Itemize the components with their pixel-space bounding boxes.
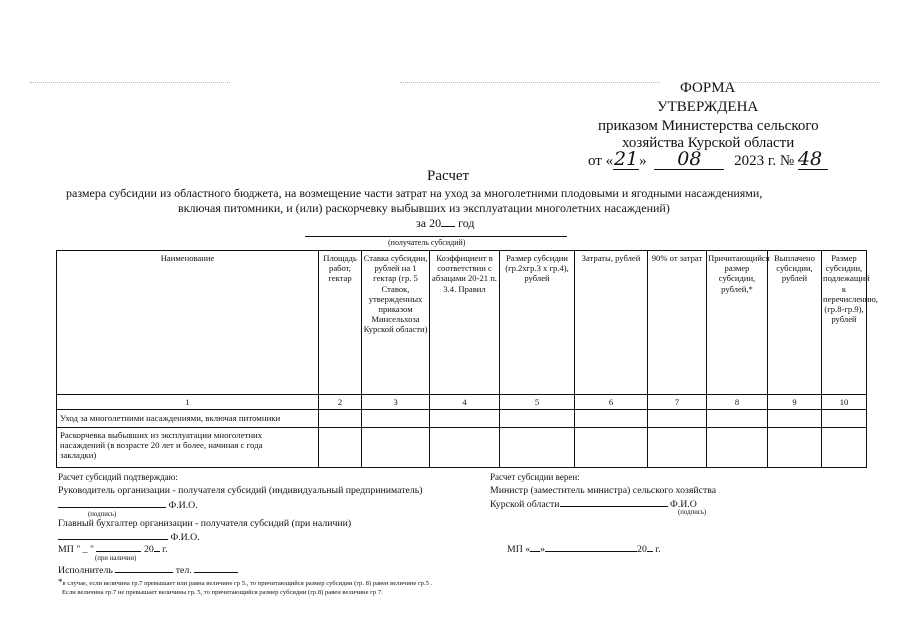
column-number: 1	[57, 395, 319, 410]
col-header-subsidy-size: Размер субсидии (гр.2хгр.3 х гр.4), рублей	[500, 251, 575, 395]
table-cell	[430, 410, 500, 428]
head-org-label: Руководитель организации - получателя субсидий (индивидуальный предприниматель)	[58, 485, 423, 496]
col-header-name: Наименование	[57, 251, 319, 395]
accountant-fio: Ф.И.О.	[170, 532, 200, 543]
date-day-close: »	[639, 153, 647, 169]
column-number: 5	[500, 395, 575, 410]
column-number: 9	[768, 395, 822, 410]
title-line-1: размера субсидии из областного бюджета, на возмещение части затрат на уход за многолетними плодовыми и ягодными насаждениями,	[66, 186, 763, 200]
form-label: ФОРМА	[680, 80, 736, 96]
title-line-2: включая питомники, и (или) раскорчевку выбывших из эксплуатации многолетних насаждений)	[178, 201, 670, 215]
column-number: 8	[707, 395, 768, 410]
table-cell	[362, 410, 430, 428]
table-cell	[648, 410, 707, 428]
table-row	[57, 428, 867, 468]
subsidy-table	[56, 250, 878, 468]
day-blank	[530, 542, 540, 552]
confirmed-label: Расчет субсидий подтверждаю:	[58, 472, 178, 482]
scan-artifact-line	[400, 82, 660, 85]
col-header-rate: Ставка субсидии, рублей на 1 гектар (гр. 5 Ставок, утвержденных приказом Минсельхоза Курской области)	[362, 251, 430, 395]
table-cell	[707, 410, 768, 428]
executor-blank	[115, 563, 173, 573]
table-cell	[575, 410, 648, 428]
chief-accountant-label: Главный бухгалтер организации - получателя субсидий (при наличии)	[58, 518, 352, 529]
table-cell	[648, 428, 707, 468]
month-blank	[96, 542, 141, 552]
mp-left-line	[58, 542, 168, 555]
col-header-due-subsidy: Причитающийся размер субсидии, рублей,*	[707, 251, 768, 395]
col-header-to-transfer: Размер субсидии, подлежащий к перечислению, (гр.8-гр.9), рублей	[822, 251, 867, 395]
phone-blank	[194, 563, 238, 573]
executor-line	[58, 563, 238, 576]
head-signature-line	[58, 498, 198, 511]
row-label-uprooting: Раскорчевка выбывших из эксплуатации многолетних насаждений (в возрасте 20 лет и более, начиная с года закладки)	[57, 428, 319, 468]
mp-right-year: 20	[637, 544, 647, 555]
col-header-coefficient: Коэффициент в соответствии с абзацами 20-21 п. 3.4. Правил	[430, 251, 500, 395]
title-year-line	[416, 216, 474, 231]
recipient-underline	[305, 236, 567, 237]
header-row	[57, 251, 867, 395]
table-cell	[707, 428, 768, 468]
signature-caption: (подпись)	[88, 511, 117, 518]
footnote-1-text: в случае, если величина гр.7 превышает или равна величине гр 5., то причитающийся размер субсидии (гр. 8) равен величине гр.5 .	[62, 580, 433, 587]
mp-left-suffix: г.	[159, 544, 168, 555]
column-number: 6	[575, 395, 648, 410]
table-cell	[430, 428, 500, 468]
region-label: Курской области	[490, 499, 560, 510]
mp-left-prefix: МП " _ "	[58, 544, 95, 555]
table-row	[57, 410, 867, 428]
scan-artifact-line	[30, 82, 230, 85]
column-number: 10	[822, 395, 867, 410]
signature-blank	[58, 498, 166, 508]
mp-right-prefix: МП «	[507, 544, 531, 555]
table-cell	[500, 428, 575, 468]
order-line-2: хозяйства Курской области	[622, 135, 795, 151]
row-label-care: Уход за многолетними насаждениями, включая питомники	[57, 410, 319, 428]
head-fio: Ф.И.О.	[168, 500, 198, 511]
executor-label: Исполнитель	[58, 565, 113, 576]
column-number: 7	[648, 395, 707, 410]
table-cell	[575, 428, 648, 468]
col-header-90-percent: 90% от затрат	[648, 251, 707, 395]
order-line-1: приказом Министерства сельского	[598, 118, 819, 134]
table-cell	[319, 428, 362, 468]
date-prefix: от «	[588, 153, 614, 169]
signature-caption-right: (подпись)	[678, 509, 707, 516]
order-date-line	[588, 150, 828, 171]
table-cell	[362, 428, 430, 468]
handwritten-day: 21	[614, 148, 639, 170]
year-prefix: за 20	[416, 216, 442, 230]
table-cell	[822, 428, 867, 468]
year-number-text: 2023 г. №	[734, 153, 795, 169]
phone-label: тел.	[175, 565, 192, 576]
mp-right-suffix: г.	[652, 544, 661, 555]
col-header-costs: Затраты, рублей	[575, 251, 648, 395]
footnote-star: *	[58, 577, 63, 587]
column-number: 3	[362, 395, 430, 410]
col-header-area: Площадь работ, гектар	[319, 251, 362, 395]
table-cell	[319, 410, 362, 428]
footnote-2: Если величина гр.7 не превышает величины гр. 5, то причитающийся размер субсидии (гр.8) равен величине гр 7.	[62, 589, 383, 596]
footnote-1	[58, 577, 432, 587]
minister-fio: Ф.И.О	[670, 499, 697, 510]
handwritten-number: 48	[798, 150, 828, 170]
document-heading: Расчет	[427, 168, 470, 184]
table-cell	[768, 410, 822, 428]
column-number: 2	[319, 395, 362, 410]
mp-right-line	[507, 542, 661, 555]
minister-signature-line	[490, 497, 697, 510]
mp-left-year: 20	[143, 544, 154, 555]
month-blank	[545, 542, 637, 552]
column-number: 4	[430, 395, 500, 410]
if-any-caption: (при наличии)	[95, 555, 137, 562]
scan-artifact-line	[720, 82, 880, 85]
handwritten-month: 08	[654, 150, 724, 170]
mp-right-mid: »	[540, 544, 546, 555]
minister-label: Министр (заместитель министра) сельского хозяйства	[490, 485, 717, 496]
column-number-row	[57, 395, 867, 410]
year-suffix: год	[455, 216, 475, 230]
col-header-paid: Выплачено субсидии, рублей	[768, 251, 822, 395]
recipient-caption: (получатель субсидий)	[388, 238, 466, 247]
signature-blank	[560, 497, 668, 507]
table-cell	[500, 410, 575, 428]
table-cell	[822, 410, 867, 428]
approved-label: УТВЕРЖДЕНА	[657, 99, 759, 115]
table-cell	[768, 428, 822, 468]
verified-label: Расчет субсидии верен:	[490, 472, 580, 482]
year-blank	[441, 216, 455, 227]
signature-blank	[58, 530, 168, 540]
